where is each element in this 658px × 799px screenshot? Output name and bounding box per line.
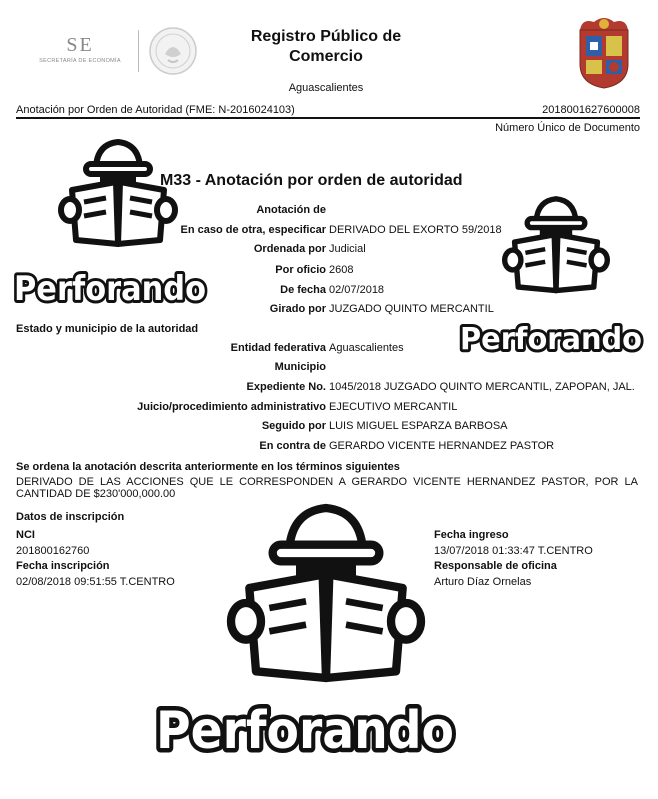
fecha-inscripcion-value: 02/08/2018 09:51:55 T.CENTRO [16, 576, 175, 588]
watermark-text: Perforando [14, 269, 206, 309]
field-label-ordenada: Ordenada por [253, 243, 326, 255]
se-logo-text: SE [66, 34, 94, 56]
fecha-ingreso-label: Fecha ingreso [434, 529, 509, 541]
state-name: Aguascalientes [288, 82, 364, 94]
authority-label-entidad: Entidad federativa [230, 342, 326, 354]
terms-heading: Se ordena la anotación descrita anteriormente en los términos siguientes [16, 461, 400, 473]
watermark-wordmark [456, 316, 646, 358]
authority-label-juicio: Juicio/procedimiento administrativo [137, 401, 326, 413]
field-value-girado: JUZGADO QUINTO MERCANTIL [329, 303, 494, 315]
field-label-especificar: En caso de otra, especificar [180, 224, 326, 236]
watermark-wordmark [10, 264, 210, 310]
se-logo-subtitle: SECRETARÍA DE ECONOMÍA [39, 58, 121, 64]
authority-label-municipio: Municipio [274, 361, 326, 373]
header-divider [138, 30, 139, 72]
reader-watermark-icon [218, 488, 434, 688]
section-title: M33 - Anotación por orden de autoridad [160, 172, 463, 189]
reader-watermark-icon [56, 130, 180, 250]
authority-label-contra: En contra de [259, 440, 326, 452]
fecha-inscripcion-label: Fecha inscripción [16, 560, 110, 572]
page-title-line2: Comercio [289, 48, 363, 65]
header-rule [16, 117, 640, 119]
authority-label-seguido: Seguido por [261, 420, 326, 432]
terms-text: DERIVADO DE LAS ACCIONES QUE LE CORRESPONDEN A GERARDO VICENTE HERNANDEZ PASTOR, POR LA CANTIDAD DE $230'000,000.00 [16, 476, 638, 500]
watermark-text: Perforando [156, 701, 454, 761]
fecha-ingreso-value: 13/07/2018 01:33:47 T.CENTRO [434, 545, 593, 557]
page-title-line1: Registro Público de [250, 28, 402, 45]
field-value-fecha: 02/07/2018 [329, 284, 385, 296]
authority-value-seguido: LUIS MIGUEL ESPARZA BARBOSA [329, 420, 508, 432]
responsable-label: Responsable de oficina [434, 560, 557, 572]
authority-value-contra: GERARDO VICENTE HERNANDEZ PASTOR [329, 440, 555, 452]
watermark-text: Perforando [460, 322, 642, 357]
inscription-heading: Datos de inscripción [16, 511, 125, 523]
authority-value-juicio: EJECUTIVO MERCANTIL [329, 401, 458, 413]
responsable-value: Arturo Díaz Ornelas [434, 576, 532, 588]
field-value-ordenada: Judicial [329, 243, 366, 255]
aguascalientes-coat-of-arms-icon [574, 14, 634, 90]
se-logo [34, 34, 126, 70]
field-label-oficio: Por oficio [275, 264, 326, 276]
mexico-seal-icon [148, 26, 198, 76]
reader-watermark-icon [500, 188, 612, 296]
authority-value-entidad: Aguascalientes [329, 342, 404, 354]
document-number: 2018001627600008 [542, 104, 640, 116]
nci-value: 201800162760 [16, 545, 90, 557]
authority-value-expediente: 1045/2018 JUZGADO QUINTO MERCANTIL, ZAPOPAN, JAL. [329, 381, 635, 393]
authority-heading: Estado y municipio de la autoridad [16, 323, 199, 335]
field-label-anotacion: Anotación de [256, 204, 326, 216]
field-value-oficio: 2608 [329, 264, 354, 276]
watermark-wordmark [150, 694, 460, 764]
annotation-reference: Anotación por Orden de Autoridad (FME: N-2016024103) [16, 104, 295, 116]
field-value-especificar: DERIVADO DEL EXORTO 59/2018 [329, 224, 502, 236]
field-label-fecha: De fecha [280, 284, 326, 296]
authority-label-expediente: Expediente No. [246, 381, 326, 393]
field-label-girado: Girado por [269, 303, 326, 315]
nci-label: NCI [16, 529, 35, 541]
document-number-label: Número Único de Documento [495, 122, 640, 134]
